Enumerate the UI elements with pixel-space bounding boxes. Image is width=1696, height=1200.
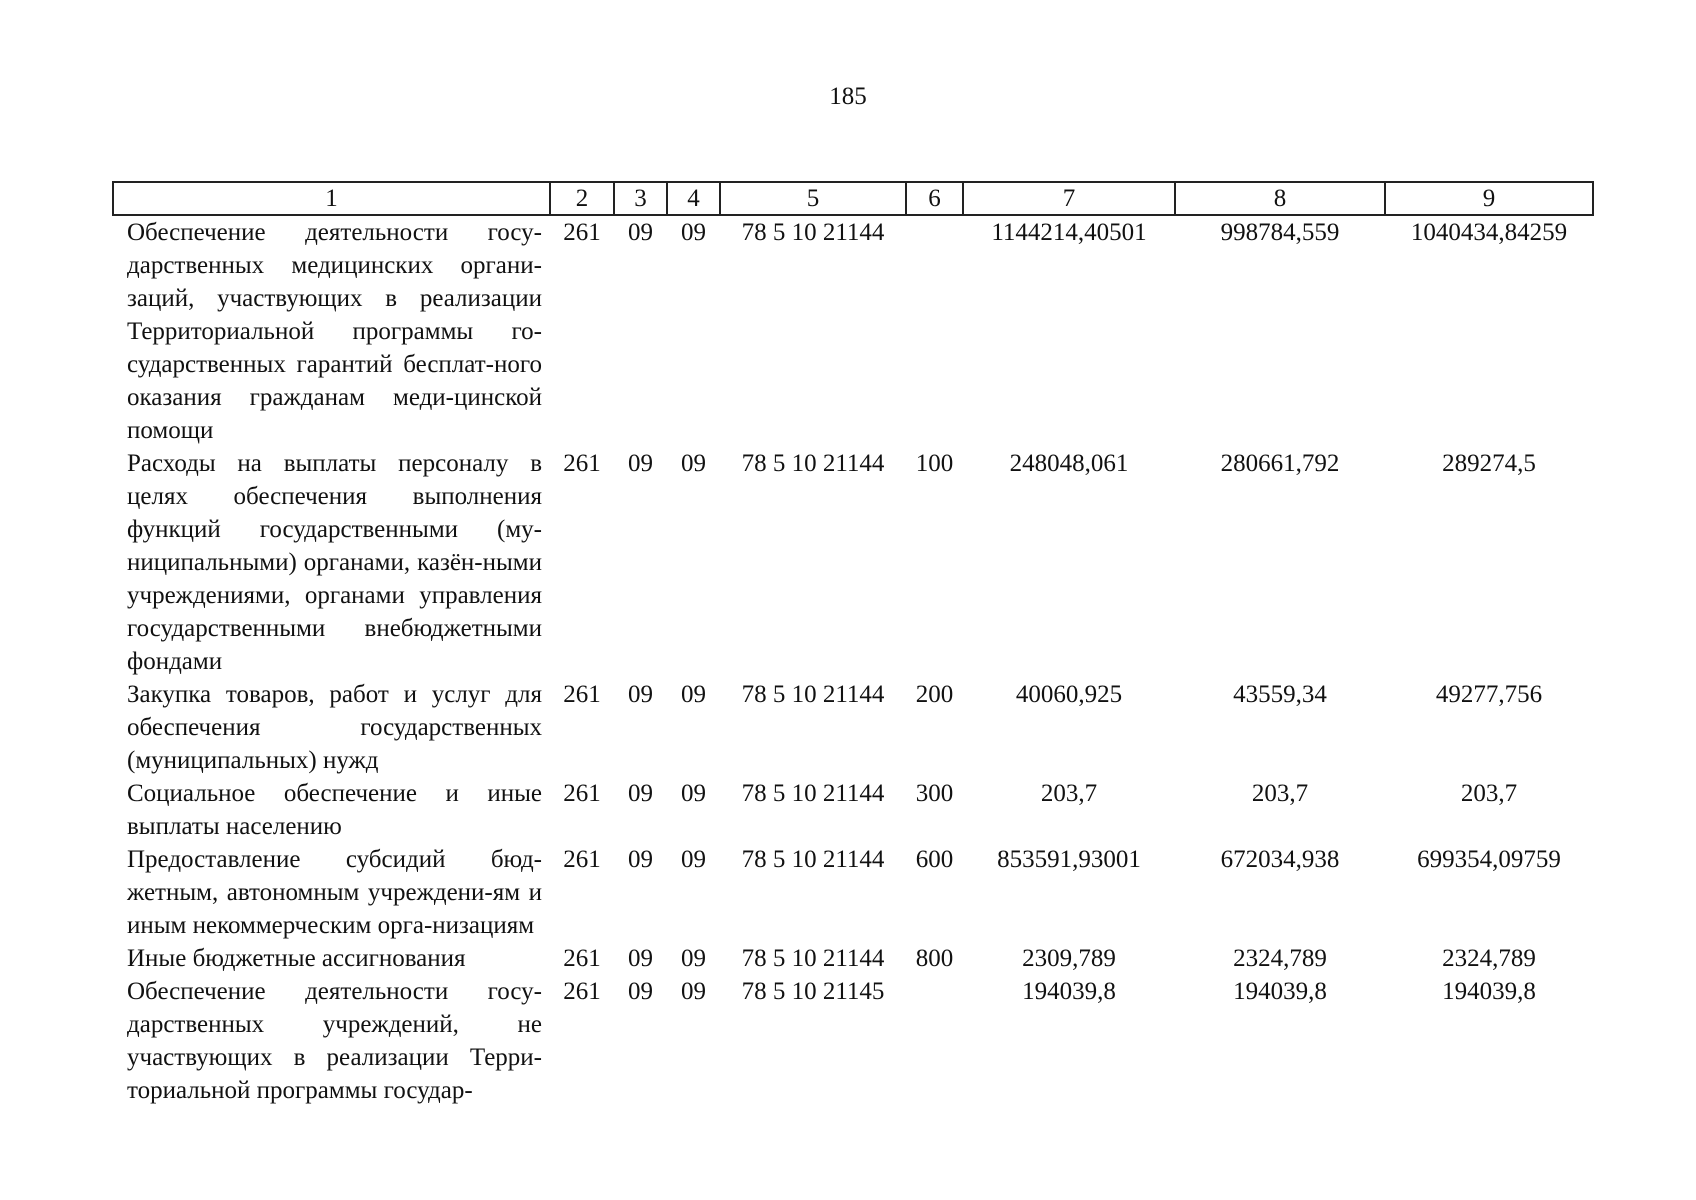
row-target-article: 78 5 10 21145 [741, 978, 885, 1005]
row-section-code: 09 [628, 450, 653, 477]
row-section-code: 09 [628, 780, 653, 807]
table-row [113, 678, 1593, 777]
row-amount-year3: 2324,789 [1442, 945, 1536, 972]
budget-table [112, 181, 1594, 1107]
row-amount-year3: 49277,756 [1435, 681, 1543, 708]
row-amount-year3: 699354,09759 [1417, 846, 1561, 873]
column-header: 8 [1175, 182, 1385, 215]
row-target-article: 78 5 10 21144 [741, 945, 885, 972]
row-expense-type: 100 [915, 450, 954, 477]
page-number: 185 [829, 83, 867, 110]
row-amount-year2: 998784,559 [1220, 219, 1340, 246]
row-amount-year2: 43559,34 [1233, 681, 1327, 708]
row-ministry-code: 261 [563, 219, 601, 246]
row-expense-type: 600 [915, 846, 954, 873]
row-expense-type: 200 [915, 681, 954, 708]
row-amount-year2: 194039,8 [1233, 978, 1327, 1005]
row-ministry-code: 261 [563, 681, 601, 708]
table-row [113, 975, 1593, 1107]
row-name: Закупка товаров, работ и услуг для обеспечения государственных (муниципальных) нужд [127, 681, 542, 774]
row-amount-year1: 2309,789 [1022, 945, 1116, 972]
table-row [113, 215, 1593, 447]
row-amount-year1: 1144214,40501 [991, 219, 1147, 246]
row-ministry-code: 261 [563, 780, 601, 807]
column-header: 6 [906, 182, 963, 215]
row-target-article: 78 5 10 21144 [741, 450, 885, 477]
row-ministry-code: 261 [563, 978, 601, 1005]
row-subsection-code: 09 [681, 846, 706, 873]
row-subsection-code: 09 [681, 780, 706, 807]
row-amount-year3: 1040434,84259 [1410, 219, 1568, 246]
row-amount-year2: 280661,792 [1220, 450, 1340, 477]
row-amount-year2: 203,7 [1251, 780, 1309, 807]
row-name: Обеспечение деятельности госу-дарственных медицинских органи-заций, участвующих в реализации Территориальной программы го-сударственных гарантий бесплат-ного оказания гражданам меди-цинской помощи [127, 219, 542, 444]
row-section-code: 09 [628, 978, 653, 1005]
row-target-article: 78 5 10 21144 [741, 846, 885, 873]
row-amount-year1: 248048,061 [1009, 450, 1129, 477]
row-target-article: 78 5 10 21144 [741, 219, 885, 246]
row-expense-type: 300 [915, 780, 954, 807]
row-subsection-code: 09 [681, 945, 706, 972]
column-header: 3 [614, 182, 667, 215]
column-header: 7 [963, 182, 1175, 215]
row-target-article: 78 5 10 21144 [741, 780, 885, 807]
row-section-code: 09 [628, 846, 653, 873]
row-ministry-code: 261 [563, 945, 601, 972]
row-name: Предоставление субсидий бюд-жетным, автономным учреждени-ям и иным некоммерческим орга-низациям [127, 846, 542, 939]
row-subsection-code: 09 [681, 450, 706, 477]
table-row [113, 777, 1593, 843]
row-amount-year3: 194039,8 [1442, 978, 1536, 1005]
column-header: 1 [113, 182, 550, 215]
row-section-code: 09 [628, 681, 653, 708]
column-header: 9 [1385, 182, 1593, 215]
row-expense-type: 800 [915, 945, 954, 972]
column-header: 2 [550, 182, 614, 215]
table-row [113, 843, 1593, 942]
row-amount-year3: 289274,5 [1442, 450, 1536, 477]
row-amount-year1: 853591,93001 [997, 846, 1141, 873]
row-section-code: 09 [628, 219, 653, 246]
row-subsection-code: 09 [681, 681, 706, 708]
table-row [113, 447, 1593, 678]
row-ministry-code: 261 [563, 450, 601, 477]
row-amount-year1: 203,7 [1040, 780, 1098, 807]
row-name: Социальное обеспечение и иные выплаты населению [127, 780, 542, 840]
row-expense-type [906, 975, 963, 1107]
row-name: Иные бюджетные ассигнования [127, 945, 466, 972]
row-section-code: 09 [628, 945, 653, 972]
row-amount-year1: 194039,8 [1022, 978, 1116, 1005]
row-amount-year2: 672034,938 [1220, 846, 1340, 873]
row-expense-type [906, 215, 963, 447]
row-ministry-code: 261 [563, 846, 601, 873]
row-subsection-code: 09 [681, 219, 706, 246]
row-amount-year1: 40060,925 [1015, 681, 1123, 708]
row-subsection-code: 09 [681, 978, 706, 1005]
row-name: Расходы на выплаты персоналу в целях обеспечения выполнения функций государственными (му-ниципальными) органами, казён-ными учреждениями, органами управления государственными внебюджетными фондами [127, 450, 542, 675]
column-header: 5 [720, 182, 906, 215]
row-target-article: 78 5 10 21144 [741, 681, 885, 708]
table-row [113, 942, 1593, 975]
table-header-row [113, 182, 1593, 215]
row-name: Обеспечение деятельности госу-дарственных учреждений, не участвующих в реализации Терри-ториальной программы государ- [127, 978, 542, 1104]
row-amount-year3: 203,7 [1460, 780, 1518, 807]
row-amount-year2: 2324,789 [1233, 945, 1327, 972]
column-header: 4 [667, 182, 720, 215]
